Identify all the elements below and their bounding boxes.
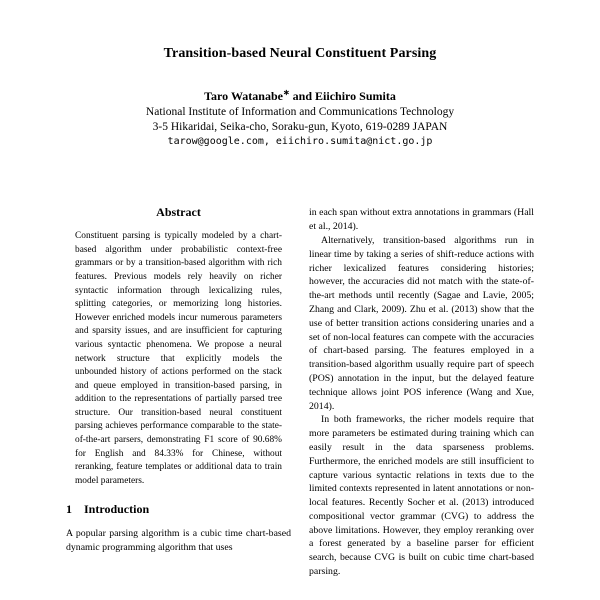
- author-separator: and: [289, 89, 316, 103]
- left-column: [66, 206, 291, 579]
- author-line: [66, 88, 534, 105]
- right-paragraph-1: in each span without extra annotations in grammars (Hall et al., 2014).: [309, 207, 534, 233]
- paper-title: Transition-based Neural Constituent Parsing: [163, 46, 437, 61]
- email-line: tarow@google.com, eiichiro.sumita@nict.go.jp: [167, 136, 433, 148]
- right-paragraph-2: Alternatively, transition-based algorithms run in linear time by taking a series of shift-reduce actions with richer lexicalized features considering histories; however, the accuracies did not match with the state-of-the-art methods until recently (Sagae and Lavie, 2005; Zhang and Clark, 2009). Zhu et al. (2013) show that the use of better transition actions considering unaries and a set of non-local features can compete with the accuracies of chart-based parsing. The features employed in a transition-based algorithm usually require part of speech (POS) annotation in the input, but the delayed feature technique allows joint POS inference (Wang and Xue, 2014).: [309, 234, 534, 412]
- author-name-1: Taro Watanabe: [204, 89, 283, 103]
- introduction-title: Introduction: [84, 502, 150, 517]
- introduction-number: 1: [66, 502, 72, 517]
- affiliation-line: National Institute of Information and Communications Technology: [145, 105, 455, 118]
- author-asterisk: ∗: [282, 88, 290, 97]
- author-name-2: Eiichiro Sumita: [315, 89, 396, 103]
- two-column-body: [66, 206, 534, 579]
- introduction-heading: [66, 503, 291, 517]
- author-block: [66, 88, 534, 148]
- abstract-heading: Abstract: [156, 205, 201, 220]
- address-line: 3-5 Hikaridai, Seika-cho, Soraku-gun, Kyoto, 619-0289 JAPAN: [152, 121, 448, 133]
- abstract-text: Constituent parsing is typically modeled by a chart-based algorithm under probabilistic context-free grammars or by a transition-based algorithm with rich features. Previous models rely heavily on richer syntactic information through lexicalizing rules, splitting categories, or memorizing long histories. However enriched models incur numerous parameters and sparsity issues, and are insufficient for capturing various syntactic phenomena. We propose a neural network structure that explicitly models the unbounded history of actions performed on the stack and queue employed in transition-based parsing, in addition to the representations of partially parsed tree structure. Our transition-based neural constituent parsing achieves performance comparable to the state-of-the-art parsers, demonstrating F1 score of 90.68% for English and 84.33% for Chinese, without reranking, feature templates or additional data to train model parameters.: [75, 231, 282, 486]
- right-column: [309, 206, 534, 579]
- right-paragraph-3: In both frameworks, the richer models require that more parameters be estimated during training which can easily result in the data sparseness problems. Furthermore, the enriched models are still insufficient to capture various syntactic relations in texts due to the limited contexts represented in latent annotations or non-local features. Recently Socher et al. (2013) introduced compositional vector grammar (CVG) to address the above limitations. However, they employ reranking over a forest generated by a baseline parser for efficient search, because CVG is built on cubic time chart-based parsing.: [309, 414, 534, 578]
- introduction-paragraph: A popular parsing algorithm is a cubic time chart-based dynamic programming algorithm that uses: [66, 528, 291, 554]
